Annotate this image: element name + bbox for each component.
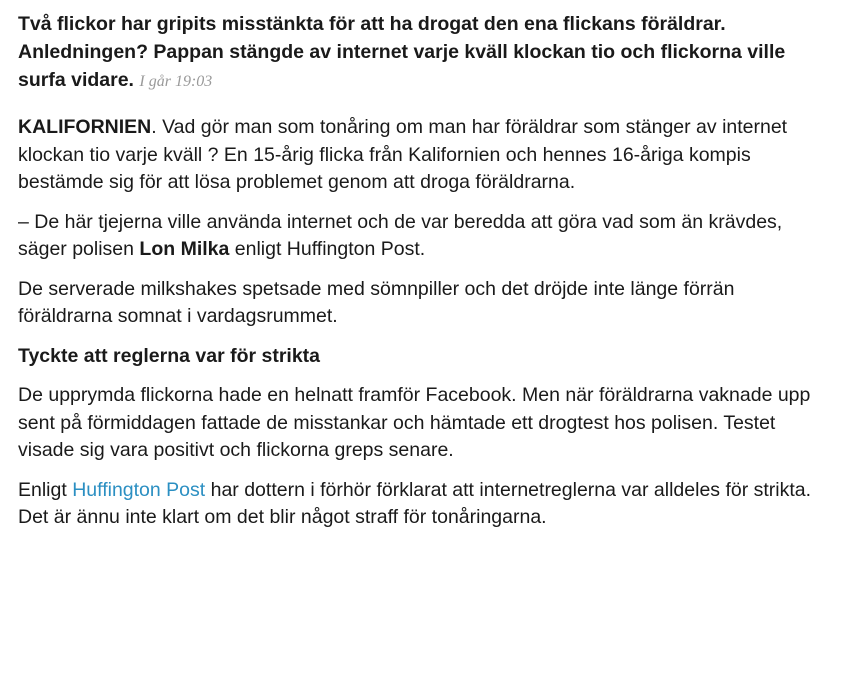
person-name: Lon Milka [139, 238, 230, 260]
paragraph-1-text: . Vad gör man som tonåring om man har föräldrar som stänger av internet klockan tio varje kväll ? En 15-årig flicka från Kalifornien och hennes 16-åriga kompis bestämde sig för att lösa problemet genom att droga föräldrarna. [18, 116, 788, 193]
lead-text: Två flickor har gripits misstänkta för att ha drogat den ena flickans föräldrar. Anledningen? Pappan stängde av internet varje kväll klockan tio och flickorna ville surfa vidare. [18, 13, 786, 91]
timestamp: I går 19:03 [139, 73, 213, 90]
subheading: Tyckte att reglerna var för strikta [18, 344, 321, 367]
paragraph-4-text: De upprymda flickorna hade en helnatt framför Facebook. Men när föräldrarna vaknade upp sent på förmiddagen fattade de misstankar och hämtade ett drogtest hos polisen. Testet visade sig vara positivt och flickorna greps senare. [18, 384, 811, 461]
paragraph-5 [18, 477, 818, 532]
paragraph-2-quote: – De här tjejerna ville använda internet och de var beredda att göra vad som än krävdes, säger polisen [18, 210, 783, 260]
article-lead [18, 10, 818, 96]
paragraph-1 [18, 114, 818, 197]
dateline: KALIFORNIEN [18, 116, 152, 138]
paragraph-3-text: De serverade milkshakes spetsade med sömnpiller och det dröjde inte länge förrän föräldrarna somnat i vardagsrummet. [18, 277, 735, 327]
paragraph-2-source: enligt Huffington Post. [229, 238, 426, 260]
huffington-post-link[interactable]: Huffington Post [72, 478, 206, 501]
article [18, 10, 818, 544]
paragraph-5-text: har dottern i förhör förklarat att internetreglerna var alldeles för strikta. Det är ännu inte klart om det blir något straff för tonåringarna. [18, 478, 812, 528]
paragraph-5-intro: Enligt [18, 478, 73, 501]
paragraph-4 [18, 382, 818, 465]
paragraph-2 [18, 209, 818, 264]
paragraph-3 [18, 276, 818, 331]
